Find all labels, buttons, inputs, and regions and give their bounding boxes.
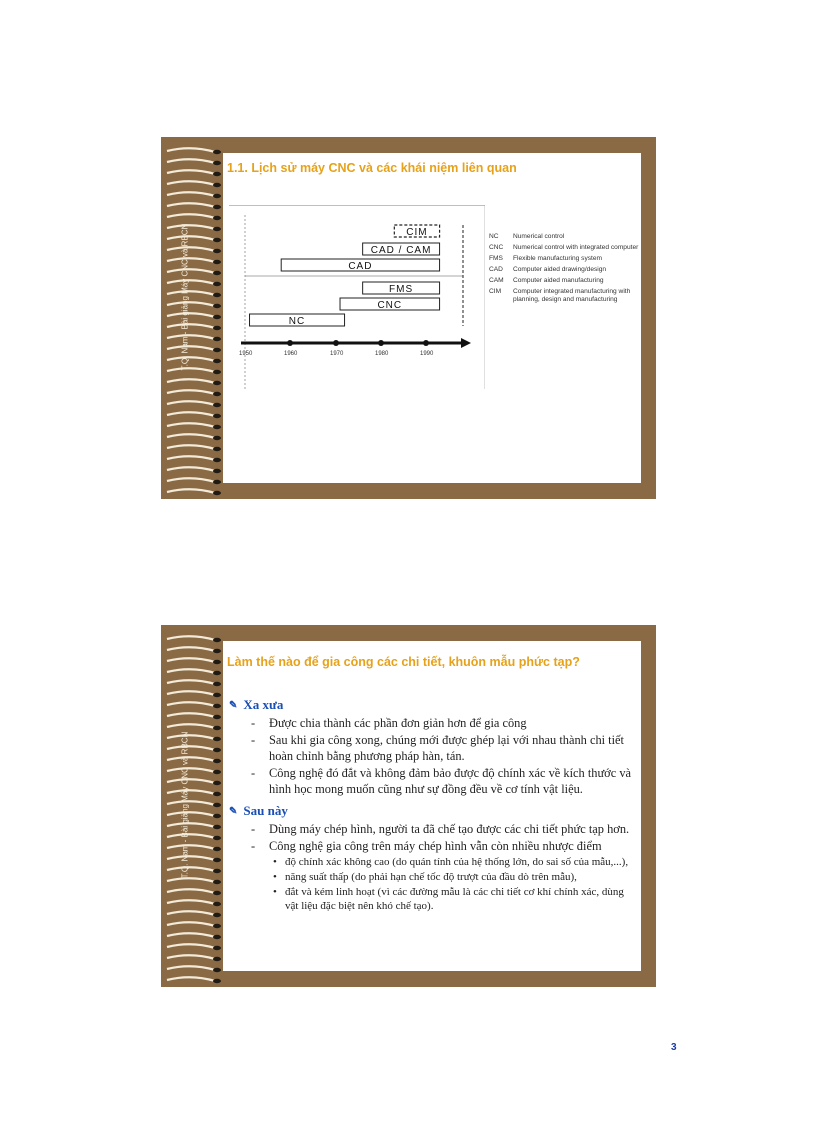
legend-abbr: FMS: [489, 255, 503, 262]
timeline-bar-label: CIM: [406, 227, 428, 238]
spiral-ring: [167, 478, 215, 482]
spiral-hole: [213, 469, 221, 473]
spiral-ring: [167, 790, 215, 794]
spiral-ring: [167, 867, 215, 871]
pen-bullet-icon: ✎: [229, 699, 238, 711]
spiral-ring: [167, 291, 215, 295]
spiral-hole: [213, 337, 221, 341]
slide-1-side-text: T.Q. Nam - Bài giảng Máy CNC và RBCN: [180, 223, 190, 371]
spiral-ring: [167, 911, 215, 915]
legend-desc: Computer aided drawing/design: [513, 266, 607, 273]
spiral-ring: [167, 702, 215, 706]
legend-desc: Computer aided manufacturing: [513, 277, 604, 284]
legend-abbr: NC: [489, 233, 499, 240]
spiral-ring: [167, 170, 215, 174]
list-item: - Công nghệ đó đắt và không đảm bảo được độ chính xác về kích thước và hình học mong muốn cũng như sự đồng đều về cơ tính vật liệu.: [251, 766, 632, 796]
list-item: - Được chia thành các phần đơn giản hơn để gia công: [251, 716, 527, 730]
spiral-ring: [167, 148, 215, 152]
spiral-ring: [167, 955, 215, 959]
spiral-ring: [167, 823, 215, 827]
spiral-ring: [167, 658, 215, 662]
page-number: 3: [671, 1042, 677, 1053]
spiral-ring: [167, 236, 215, 240]
spiral-hole: [213, 271, 221, 275]
spiral-ring: [167, 247, 215, 251]
notebook-spine: [161, 137, 223, 499]
spiral-ring: [167, 324, 215, 328]
spiral-ring: [167, 944, 215, 948]
spiral-ring: [167, 203, 215, 207]
abbreviation-legend: [489, 233, 639, 307]
axis-tick: [333, 340, 339, 346]
slide-2-title: Làm thế nào để gia công các chi tiết, khuôn mẫu phức tạp?: [227, 655, 580, 669]
spiral-ring: [167, 456, 215, 460]
timeline-bar-label: CAD / CAM: [370, 245, 432, 256]
spiral-hole: [213, 693, 221, 697]
spiral-ring: [167, 357, 215, 361]
spiral-hole: [213, 638, 221, 642]
list-item: - Dùng máy chép hình, người ta đã chế tạo được các chi tiết phức tạp hơn.: [251, 822, 630, 836]
spiral-hole: [213, 359, 221, 363]
timeline-bar-label: NC: [288, 316, 306, 327]
section-heading: [229, 803, 634, 819]
spiral-hole: [213, 748, 221, 752]
spiral-ring: [167, 878, 215, 882]
spiral-ring: [167, 834, 215, 838]
list-item: - Sau khi gia công xong, chúng mới được ghép lại với nhau thành chi tiết hoàn chỉnh bằng phương pháp hàn, tán.: [251, 733, 625, 763]
spiral-hole: [213, 836, 221, 840]
legend-row: [489, 244, 639, 252]
spiral-hole: [213, 671, 221, 675]
axis-tick: [423, 340, 429, 346]
section-heading-text: Sau này: [243, 803, 288, 818]
spiral-hole: [213, 847, 221, 851]
spiral-ring: [167, 302, 215, 306]
sub-list-item: • đắt và kém linh hoạt (vì các đường mẫu là các chi tiết cơ khí chính xác, dùng vật liệu đặc biệt nên khó chế tạo).: [273, 886, 624, 912]
spiral-hole: [213, 249, 221, 253]
spiral-hole: [213, 979, 221, 983]
spiral-hole: [213, 238, 221, 242]
spiral-ring: [167, 423, 215, 427]
spiral-hole: [213, 649, 221, 653]
spiral-hole: [213, 216, 221, 220]
spiral-hole: [213, 150, 221, 154]
axis-tick-label: 1990: [420, 351, 434, 357]
section-heading: [229, 697, 634, 713]
spiral-hole: [213, 924, 221, 928]
spiral-hole: [213, 935, 221, 939]
spiral-hole: [213, 260, 221, 264]
spiral-ring: [167, 680, 215, 684]
axis-tick-label: 1970: [330, 351, 344, 357]
spiral-ring: [167, 368, 215, 372]
slide-1-title: 1.1. Lịch sử máy CNC và các khái niệm liên quan: [227, 161, 517, 175]
spiral-hole: [213, 458, 221, 462]
spiral-hole: [213, 891, 221, 895]
spiral-hole: [213, 425, 221, 429]
spiral-hole: [213, 825, 221, 829]
spiral-hole: [213, 491, 221, 495]
spiral-hole: [213, 803, 221, 807]
spiral-ring: [167, 647, 215, 651]
spiral-ring: [167, 669, 215, 673]
spiral-ring: [167, 390, 215, 394]
spiral-ring: [167, 757, 215, 761]
timeline-bar-label: CAD: [348, 261, 373, 272]
sub-list-item: • độ chính xác không cao (do quán tính của hệ thống lớn, do sai số của mẫu,...),: [273, 856, 629, 868]
slide-2: [161, 625, 656, 987]
spiral-hole: [213, 660, 221, 664]
spiral-hole: [213, 957, 221, 961]
spiral-hole: [213, 293, 221, 297]
legend-abbr: CAD: [489, 266, 503, 273]
legend-desc: Computer integrated manufacturing with planning, design and manufacturing: [513, 288, 631, 303]
spiral-ring: [167, 933, 215, 937]
spiral-hole: [213, 381, 221, 385]
spiral-hole: [213, 858, 221, 862]
spiral-ring: [167, 445, 215, 449]
spiral-ring: [167, 313, 215, 317]
timeline-bar-label: CNC: [377, 300, 403, 311]
spiral-hole: [213, 902, 221, 906]
spiral-hole: [213, 315, 221, 319]
spiral-ring: [167, 181, 215, 185]
spiral-ring: [167, 779, 215, 783]
spiral-ring: [167, 467, 215, 471]
spiral-ring: [167, 977, 215, 981]
legend-row: [489, 288, 639, 304]
spiral-hole: [213, 403, 221, 407]
axis-tick-label: 1950: [239, 351, 253, 357]
legend-desc: Numerical control: [513, 233, 565, 240]
spiral-hole: [213, 726, 221, 730]
axis-tick-label: 1980: [375, 351, 389, 357]
spiral-ring: [167, 801, 215, 805]
spiral-hole: [213, 781, 221, 785]
slide-2-content: [223, 641, 641, 971]
spiral-hole: [213, 304, 221, 308]
timeline-svg: [227, 205, 485, 393]
spiral-ring: [167, 735, 215, 739]
spiral-hole: [213, 759, 221, 763]
spiral-hole: [213, 880, 221, 884]
spiral-hole: [213, 869, 221, 873]
spiral-hole: [213, 715, 221, 719]
spiral-ring: [167, 379, 215, 383]
spiral-ring: [167, 845, 215, 849]
spiral-hole: [213, 161, 221, 165]
legend-desc: Numerical control with integrated computer: [513, 244, 639, 251]
spiral-hole: [213, 737, 221, 741]
spiral-ring: [167, 746, 215, 750]
spiral-ring: [167, 768, 215, 772]
spiral-ring: [167, 401, 215, 405]
spiral-ring: [167, 489, 215, 493]
spiral-ring: [167, 889, 215, 893]
slide-1: [161, 137, 656, 499]
legend-row: [489, 277, 639, 285]
spiral-ring: [167, 812, 215, 816]
timeline-chart: [227, 205, 485, 393]
spiral-ring: [167, 225, 215, 229]
legend-abbr: CAM: [489, 277, 504, 284]
spiral-ring: [167, 434, 215, 438]
axis-tick: [287, 340, 293, 346]
list-item: - Công nghệ gia công trên máy chép hình vẫn còn nhiều nhược điểm: [251, 839, 602, 853]
spiral-hole: [213, 447, 221, 451]
section-heading-text: Xa xưa: [243, 697, 284, 712]
spiral-hole: [213, 183, 221, 187]
spiral-hole: [213, 172, 221, 176]
spiral-hole: [213, 326, 221, 330]
spiral-hole: [213, 436, 221, 440]
spiral-ring: [167, 636, 215, 640]
spiral-hole: [213, 814, 221, 818]
legend-abbr: CNC: [489, 244, 504, 251]
axis-tick-label: 1960: [284, 351, 298, 357]
spiral-hole: [213, 227, 221, 231]
spiral-ring: [167, 691, 215, 695]
spiral-hole: [213, 792, 221, 796]
pen-bullet-icon: ✎: [229, 805, 238, 817]
sub-list-item: • năng suất thấp (do phải hạn chế tốc độ trượt của đầu dò trên mẫu),: [273, 871, 577, 883]
spiral-hole: [213, 480, 221, 484]
spiral-ring: [167, 159, 215, 163]
spiral-hole: [213, 946, 221, 950]
timeline-bar-label: FMS: [389, 284, 414, 295]
spiral-ring: [167, 335, 215, 339]
time-axis-arrow: [461, 338, 471, 348]
slide-1-content: [223, 153, 641, 483]
spiral-ring: [167, 258, 215, 262]
spiral-ring: [167, 346, 215, 350]
spiral-ring: [167, 192, 215, 196]
spiral-ring: [167, 900, 215, 904]
spiral-hole: [213, 194, 221, 198]
spiral-hole: [213, 770, 221, 774]
spiral-ring: [167, 856, 215, 860]
spiral-ring: [167, 280, 215, 284]
notebook-spine: [161, 625, 223, 987]
slide-2-side-text: T.Q. Nam - Bài giảng Máy CNC và RBCN: [180, 731, 190, 879]
spiral-ring: [167, 713, 215, 717]
spiral-ring: [167, 214, 215, 218]
legend-row: [489, 266, 639, 274]
legend-abbr: CIM: [489, 288, 502, 295]
spiral-ring: [167, 724, 215, 728]
spiral-ring: [167, 966, 215, 970]
spiral-hole: [213, 968, 221, 972]
spiral-hole: [213, 913, 221, 917]
spiral-ring: [167, 922, 215, 926]
spiral-hole: [213, 392, 221, 396]
legend-row: [489, 233, 639, 241]
legend-row: [489, 255, 639, 263]
spiral-hole: [213, 682, 221, 686]
spiral-ring: [167, 412, 215, 416]
spiral-hole: [213, 704, 221, 708]
spiral-ring: [167, 269, 215, 273]
slide-2-body: [229, 697, 634, 914]
spiral-hole: [213, 348, 221, 352]
spiral-hole: [213, 370, 221, 374]
spiral-hole: [213, 414, 221, 418]
spiral-hole: [213, 282, 221, 286]
legend-desc: Flexible manufacturing system: [513, 255, 603, 262]
axis-tick: [378, 340, 384, 346]
spiral-hole: [213, 205, 221, 209]
